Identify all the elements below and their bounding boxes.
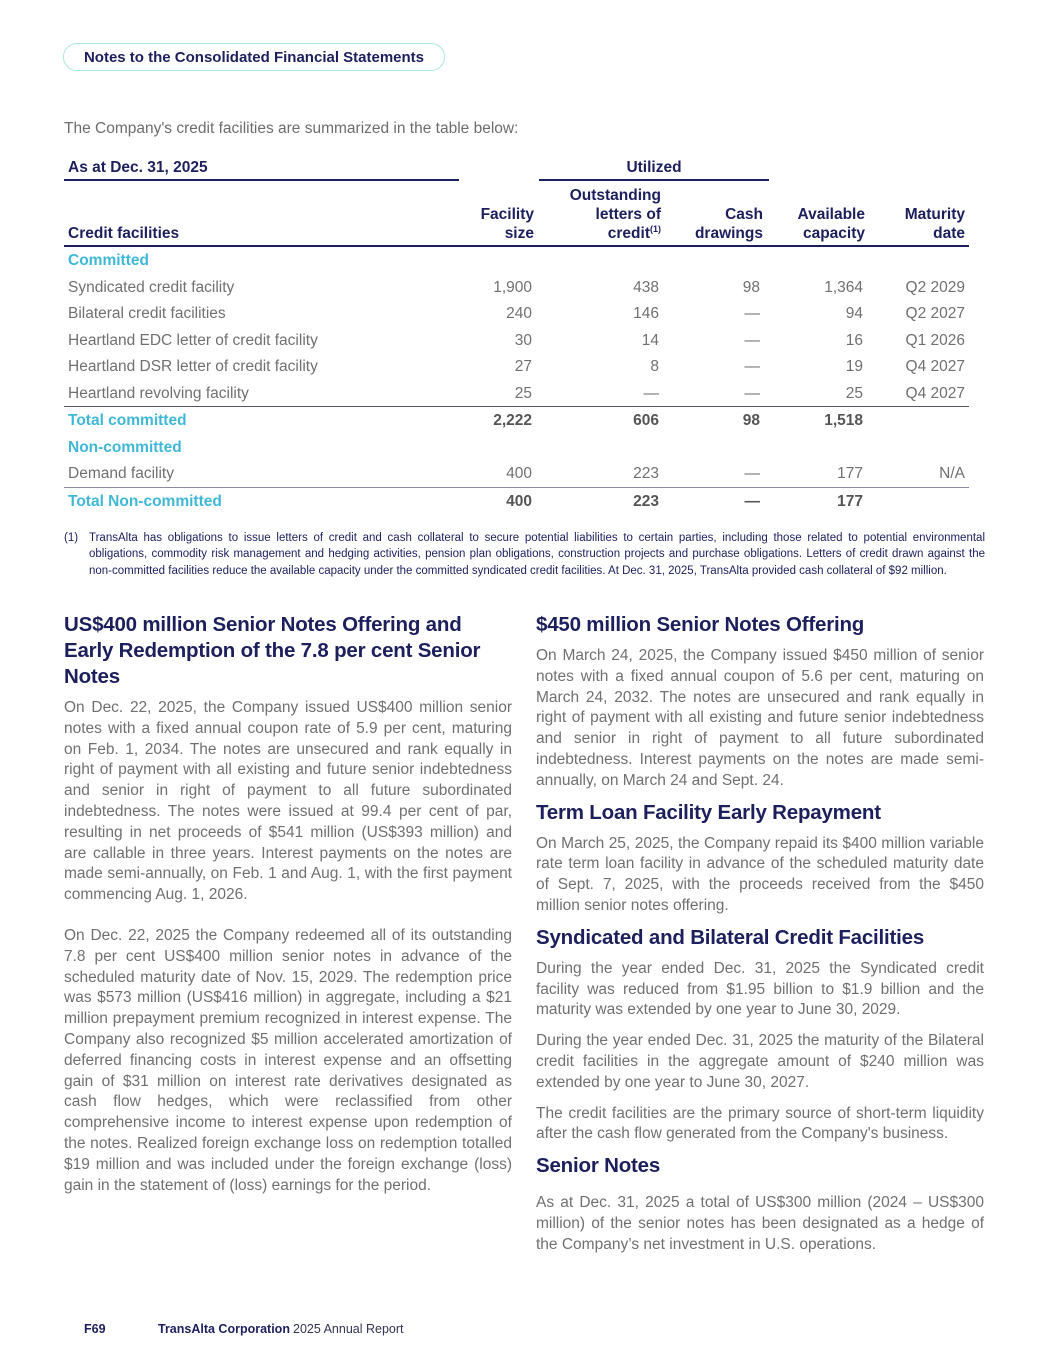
heading-syndicated-bilateral: Syndicated and Bilateral Credit Facilities (536, 925, 925, 949)
paragraph: The credit facilities are the primary source of short-term liquidity after the cash flow generated from the Company's business. (536, 1104, 984, 1143)
col-header-letters-of-credit: Outstanding letters of credit$^{(1)}$ (569, 187, 661, 242)
section-title: Notes to the Consolidated Financial Statements (83, 48, 425, 66)
right-column (536, 612, 984, 1256)
report-name: 2025 Annual Report (293, 1322, 404, 1336)
table-row: Bilateral credit facilities 240 146 — 94 Q2 2027 (68, 305, 965, 322)
paragraph: On Dec. 22, 2025 the Company redeemed all of its outstanding 7.8 per cent US$400 million senior notes in advance of the scheduled maturity date of Nov. 15, 2029. The redemption price was $573 million (US$416 million) in aggregate, including a $21 million prepayment premium recognized in interest expense. The Company also recognized $5 million accelerated amortization of deferred financing costs in interest expense and an offsetting gain of $31 million on interest rate derivatives designated as cash flow hedges, which were reclassified from other comprehensive income to interest expense upon redemption of the notes. Realized foreign exchange loss on redemption totalled $19 million and was included under the foreign exchange (loss) gain in the statement of (loss) earnings for the period. (64, 926, 512, 1194)
paragraph: As at Dec. 31, 2025 a total of US$300 million (2024 – US$300 million) of the senior notes has been designated as a hedge of the Company’s net investment in U.S. operations. (536, 1194, 984, 1253)
table-row: Demand facility 400 223 — 177 N/A (64, 460, 969, 488)
heading-us400-notes: US$400 million Senior Notes Offering and Early Redemption of the 7.8 per cent Senior Notes (64, 613, 481, 688)
section-title-badge (63, 43, 445, 71)
total-non-committed-row: Total Non-committed 400 223 — 177 (68, 492, 863, 510)
heading-450-notes: $450 million Senior Notes Offering (536, 613, 865, 636)
utilized-group-header: Utilized (626, 159, 682, 176)
table-row: Heartland EDC letter of credit facility 30 14 — 16 Q1 2026 (68, 331, 965, 349)
paragraph: During the year ended Dec. 31, 2025 the maturity of the Bilateral credit facilities in the aggregate amount of $240 million was extended by one year to June 30, 2027. (536, 1032, 984, 1091)
table-footnote (64, 530, 985, 579)
paragraph: During the year ended Dec. 31, 2025 the Syndicated credit facility was reduced from $1.95 billion to $1.9 billion and the maturity was extended by one year to June 30, 2029. (536, 959, 984, 1019)
section-non-committed: Non-committed (68, 438, 182, 456)
left-column (64, 612, 512, 1196)
table-row: Heartland DSR letter of credit facility 27 8 — 19 Q4 2027 (68, 358, 965, 375)
col-header-cash-drawings: Cash drawings (694, 206, 763, 242)
page-footer (84, 1322, 404, 1336)
heading-term-loan: Term Loan Facility Early Repayment (536, 800, 881, 824)
total-committed-row: Total committed 2,222 606 98 1,518 (68, 412, 863, 429)
footnote-ref: (1) (650, 223, 661, 234)
table-row: Syndicated credit facility 1,900 438 98 1,364 Q2 2029 (68, 278, 965, 296)
as-at-date: As at Dec. 31, 2025 (68, 159, 208, 176)
col-header-maturity-date: Maturity date (904, 206, 965, 242)
company-name: TransAlta Corporation (158, 1322, 290, 1336)
credit-facilities-table (64, 155, 969, 514)
col-header-credit-facilities: Credit facilities (68, 225, 180, 242)
page-number: F69 (84, 1322, 106, 1336)
footnote-text: TransAlta has obligations to issue letters of credit and cash collateral to secure potential liabilities to certain parties, including those related to potential environmental obligations, commodity risk management and hedging activities, pension plan obligations, construction projects and purchase obligations. Letters of credit drawn against the non-committed facilities reduce the available capacity under the committed syndicated credit facilities. At Dec. 31, 2025, TransAlta provided cash collateral of $92 million. (89, 532, 985, 577)
footnote-marker: (1) (64, 532, 79, 544)
col-header-facility-size: Facility size (480, 206, 534, 242)
table-intro: The Company's credit facilities are summarized in the table below: (64, 120, 519, 137)
paragraph: On March 25, 2025, the Company repaid its $400 million variable rate term loan facility in advance of the scheduled maturity date of Sept. 7, 2025, with the proceeds received from the $450 million senior notes offering. (536, 834, 984, 914)
paragraph: On March 24, 2025, the Company issued $450 million of senior notes with a fixed annual coupon of 5.6 per cent, maturing on March 24, 2032. The notes are unsecured and rank equally in right of payment with all existing and future senior indebtedness and senior in right of payment to all future subordinated indebtedness. Interest payments on the notes are made semi-annually, on March 24 and Sept. 24. (536, 647, 984, 789)
section-committed: Committed (68, 252, 149, 269)
table-header-row (64, 181, 969, 247)
paragraph: On Dec. 22, 2025, the Company issued US$400 million senior notes with a fixed annual coupon rate of 5.9 per cent, maturing on Feb. 1, 2034. The notes are unsecured and rank equally in right of payment with all existing and future senior indebtedness and senior in right of payment to all future subordinated indebtedness. The notes were issued at 99.4 per cent of par, resulting in net proceeds of $541 million (US$393 million) and are callable in three years. Interest payments on the notes are made semi-annually, on Feb. 1 and Aug. 1, with the first payment commencing Aug. 1, 2026. (64, 699, 512, 904)
table-row: Heartland revolving facility 25 — — 25 Q4 2027 (64, 380, 969, 408)
col-header-available-capacity: Available capacity (797, 206, 865, 242)
heading-senior-notes: Senior Notes (536, 1154, 661, 1178)
